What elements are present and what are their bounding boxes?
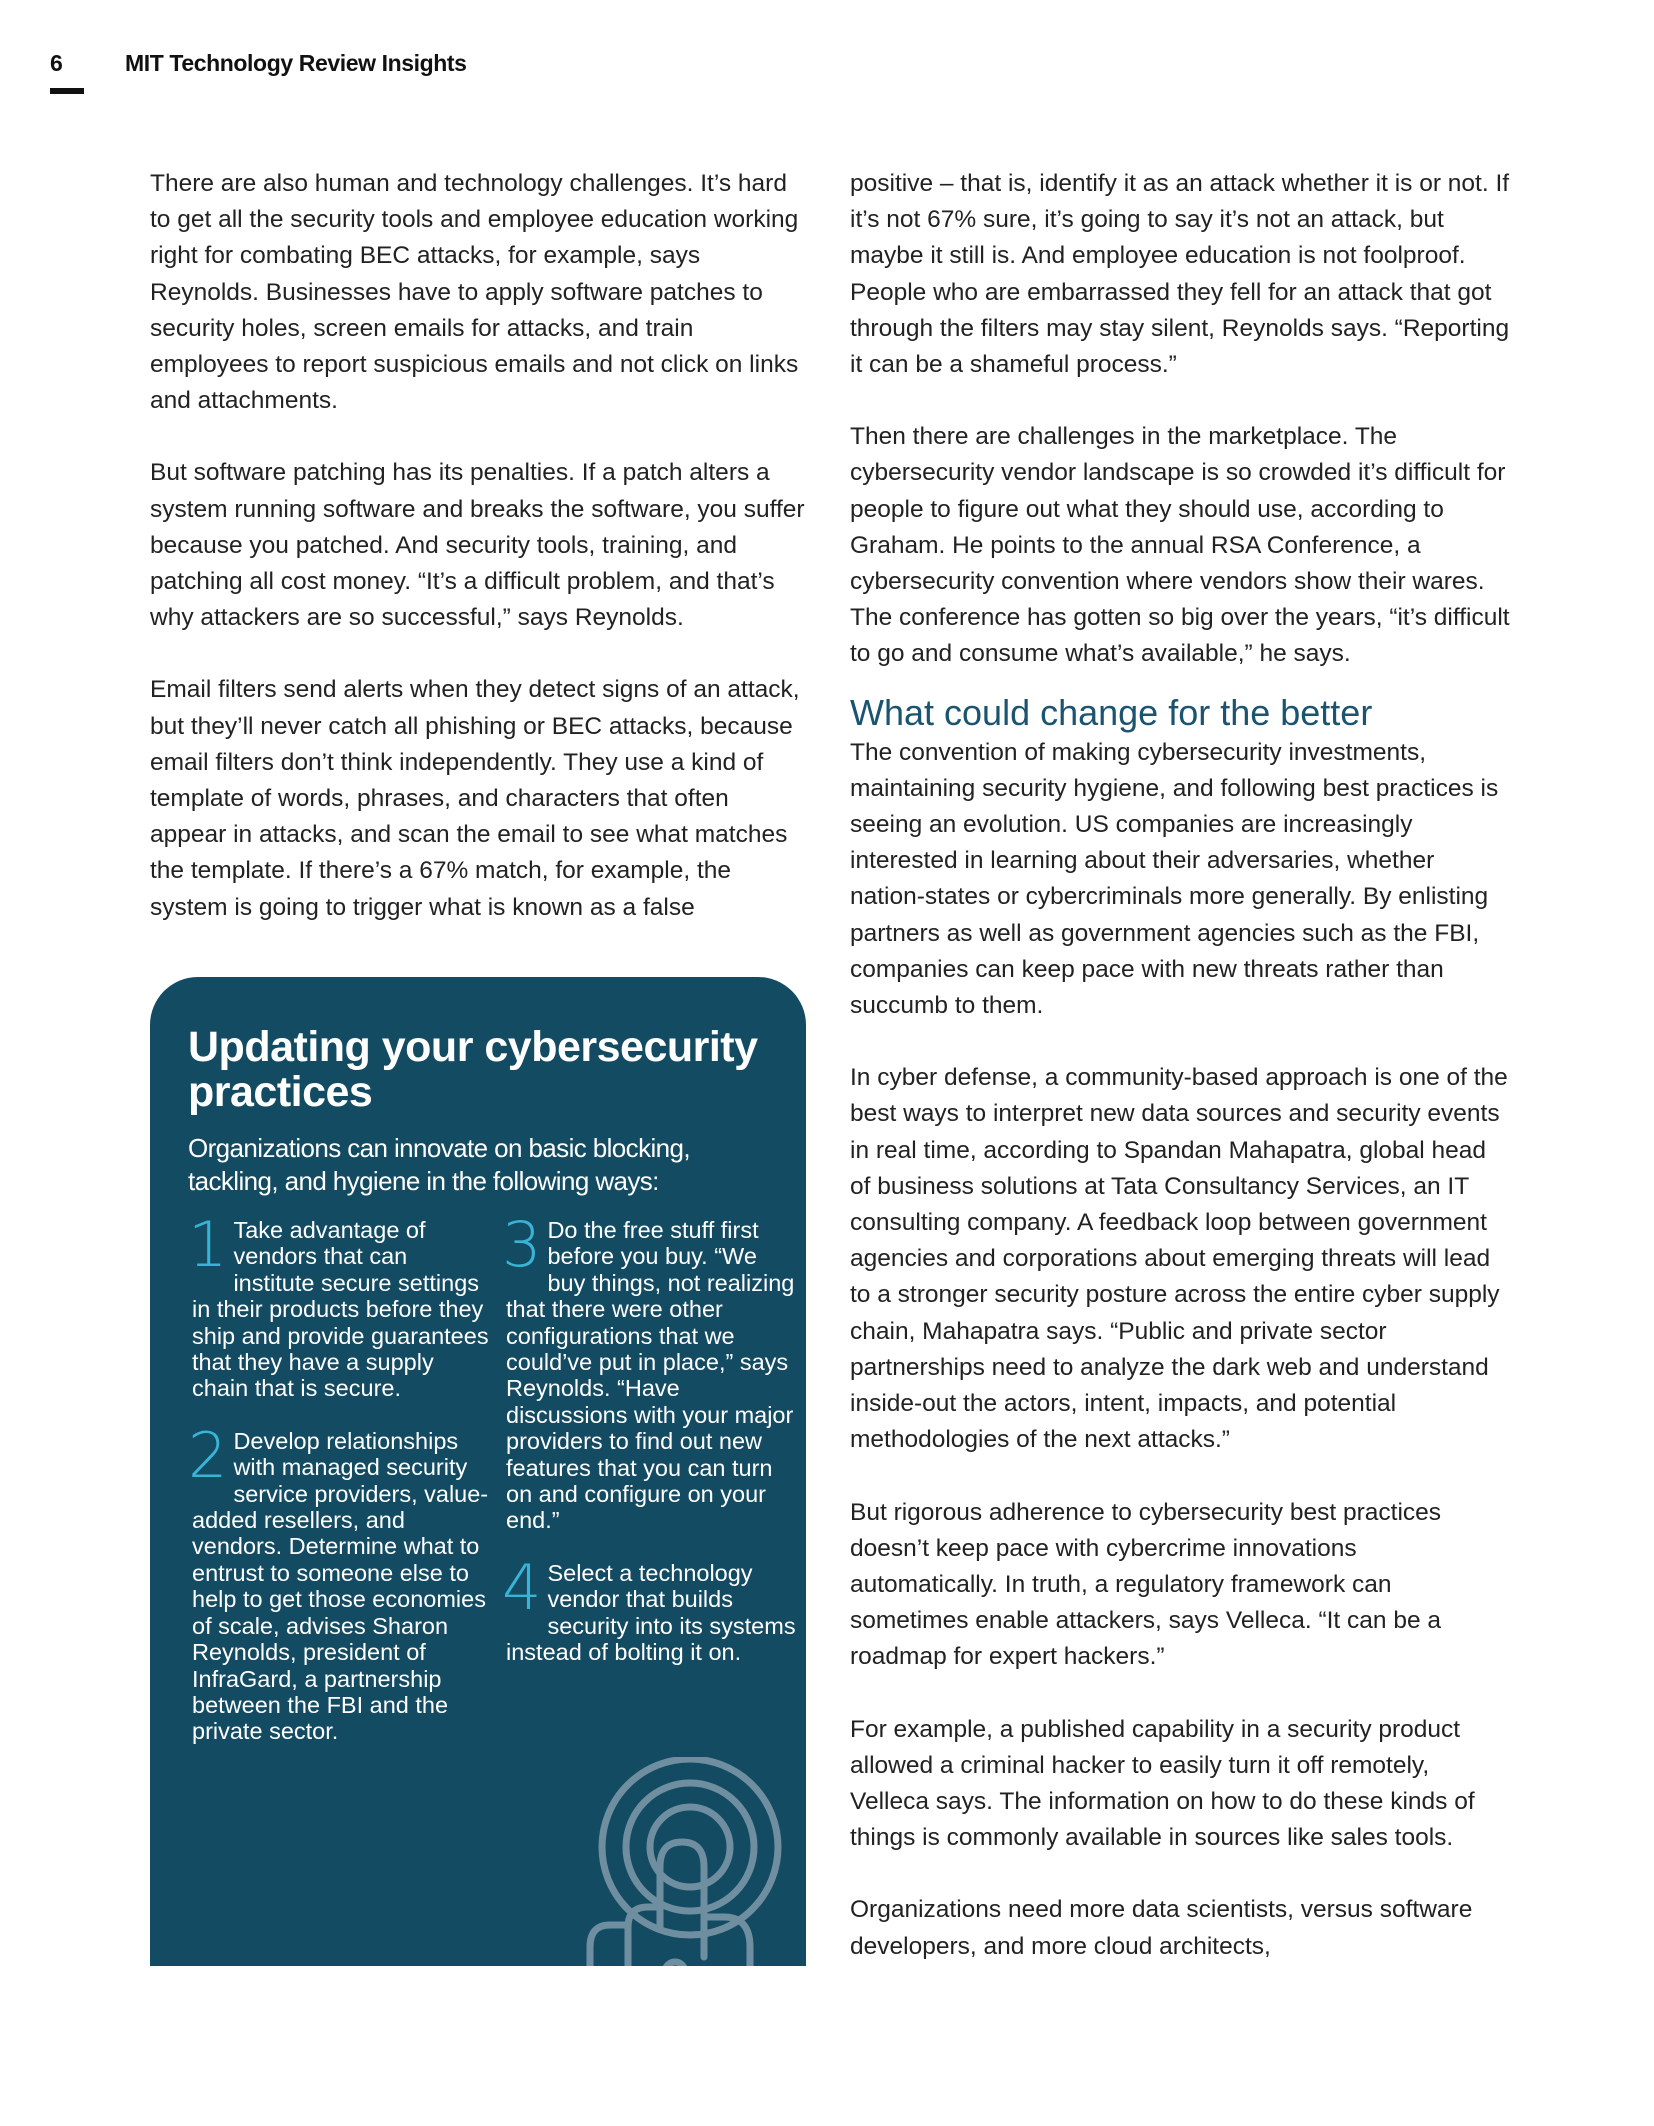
section-heading: What could change for the better [850, 691, 1373, 733]
sidebar-list-item [188, 1418, 492, 1745]
page-number: 6 [50, 50, 63, 76]
body-paragraph: Then there are challenges in the marketplace. The cybersecurity vendor landscape is so crowded it’s difficult for people to figure out what they should use, according to Graham. He points to the annual RSA Conference, a cybersecurity convention where vendors show their wares. The conference has gotten so big over the years, “it’s difficult to go and consume what’s available,” he says. [850, 423, 1510, 668]
item-number: 4 [502, 1550, 542, 1624]
body-paragraph: The convention of making cybersecurity investments, maintaining security hygiene, and following best practices is seeing an evolution. US companies are increasingly interested in learning about their adversaries, whether nation-states or cybercriminals more generally. By enlisting partners as well as government agencies such as the FBI, companies can keep pace with new threats rather than succumb to them. [850, 738, 1499, 1020]
body-paragraph: In cyber defense, a community-based approach is one of the best ways to interpret new data sources and security events in real time, according to Spandan Mahapatra, global head of business solutions at Tata Consultancy Services, an IT consulting company. A feedback loop between government agencies and corporations about emerging threats will lead to a stronger security posture across the entire cyber supply chain, Mahapatra says. “Public and private sector partnerships need to analyze the dark web and understand inside-out the actors, intent, impacts, and potential methodologies of the next attacks.” [850, 1064, 1508, 1454]
body-paragraph: Email filters send alerts when they detect signs of an attack, but they’ll never catch all phishing or BEC attacks, because email filters don’t think independently. They use a kind of template of words, phrases, and characters that often appear in attacks, and scan the email to see what matches the template. If there’s a 67% match, for example, the system is going to trigger what is known as a false [150, 676, 800, 921]
body-paragraph: But software patching has its penalties. If a patch alters a system running software and breaks the software, you suffer because you patched. And security tools, training, and patching all cost money. “It’s a difficult problem, and that’s why attackers are so successful,” says Reynolds. [150, 459, 805, 632]
sidebar-list-column-right [502, 1208, 796, 1692]
item-number: 3 [502, 1208, 542, 1281]
body-paragraph: But rigorous adherence to cybersecurity best practices doesn’t keep pace with cybercrime innovations automatically. In truth, a regulatory framework can sometimes enable attackers, says Velleca. “It can be a roadmap for expert hackers.” [850, 1498, 1442, 1671]
body-paragraph: For example, a published capability in a security product allowed a criminal hacker to easily turn it off remotely, Velleca says. The information on how to do these kinds of things is commonly available in sources like sales tools. [850, 1715, 1475, 1852]
sidebar-box [150, 977, 806, 1966]
sidebar-list-column-left [188, 1208, 492, 1771]
right-column [850, 166, 1510, 2001]
item-number: 2 [188, 1418, 228, 1492]
body-paragraph: positive – that is, identify it as an attack whether it is or not. If it’s not 67% sure, it’s going to say it’s not an attack, but maybe it still is. And employee education is not foolproof. People who are embarrassed they fell for an attack that got through the filters may stay silent, Reynolds says. “Reporting it can be a shameful process.” [850, 170, 1510, 379]
item-number: 1 [188, 1208, 228, 1281]
sidebar-intro: Organizations can innovate on basic blocking, tackling, and hygiene in the following ways: [188, 1133, 690, 1196]
item-text: Do the free stuff first before you buy. “We buy things, not realizing that there were other configurations that we could’ve put in place,” says Reynolds. “Have discussions with your major providers to find out new features that you can turn on and configure on your end.” [506, 1217, 795, 1534]
body-paragraph: There are also human and technology challenges. It’s hard to get all the security tools and employee education working right for combating BEC attacks, for example, says Reynolds. Businesses have to apply software patches to security holes, screen emails for attacks, and train employees to report suspicious emails and not click on links and attachments. [150, 170, 799, 415]
page-header [50, 50, 650, 110]
sidebar-list-item [188, 1208, 492, 1402]
left-column [150, 166, 810, 962]
body-paragraph: Organizations need more data scientists, versus software developers, and more cloud architects, [850, 1896, 1473, 1960]
publication-name: MIT Technology Review Insights [125, 50, 467, 76]
sidebar-title: Updating your cybersecurity practices [188, 1023, 758, 1116]
item-text: Select a technology vendor that builds security into its systems instead of bolting it on. [506, 1559, 796, 1666]
fingerprint-touch-hand-icon [510, 1757, 806, 1966]
item-text: Develop relationships with managed security service providers, value-added resellers, and vendors. Determine what to entrust to someone else to help to get those economies of scale, advises Sharon Reynolds, president of InfraGard, a partnership between the FBI and the private sector. [192, 1427, 489, 1745]
item-text: Take advantage of vendors that can institute secure settings in their products before they ship and provide guarantees that they have a supply chain that is secure. [192, 1217, 489, 1402]
sidebar-list-item [502, 1208, 796, 1534]
page-number-rule [50, 88, 84, 94]
sidebar-list-item [502, 1550, 796, 1666]
